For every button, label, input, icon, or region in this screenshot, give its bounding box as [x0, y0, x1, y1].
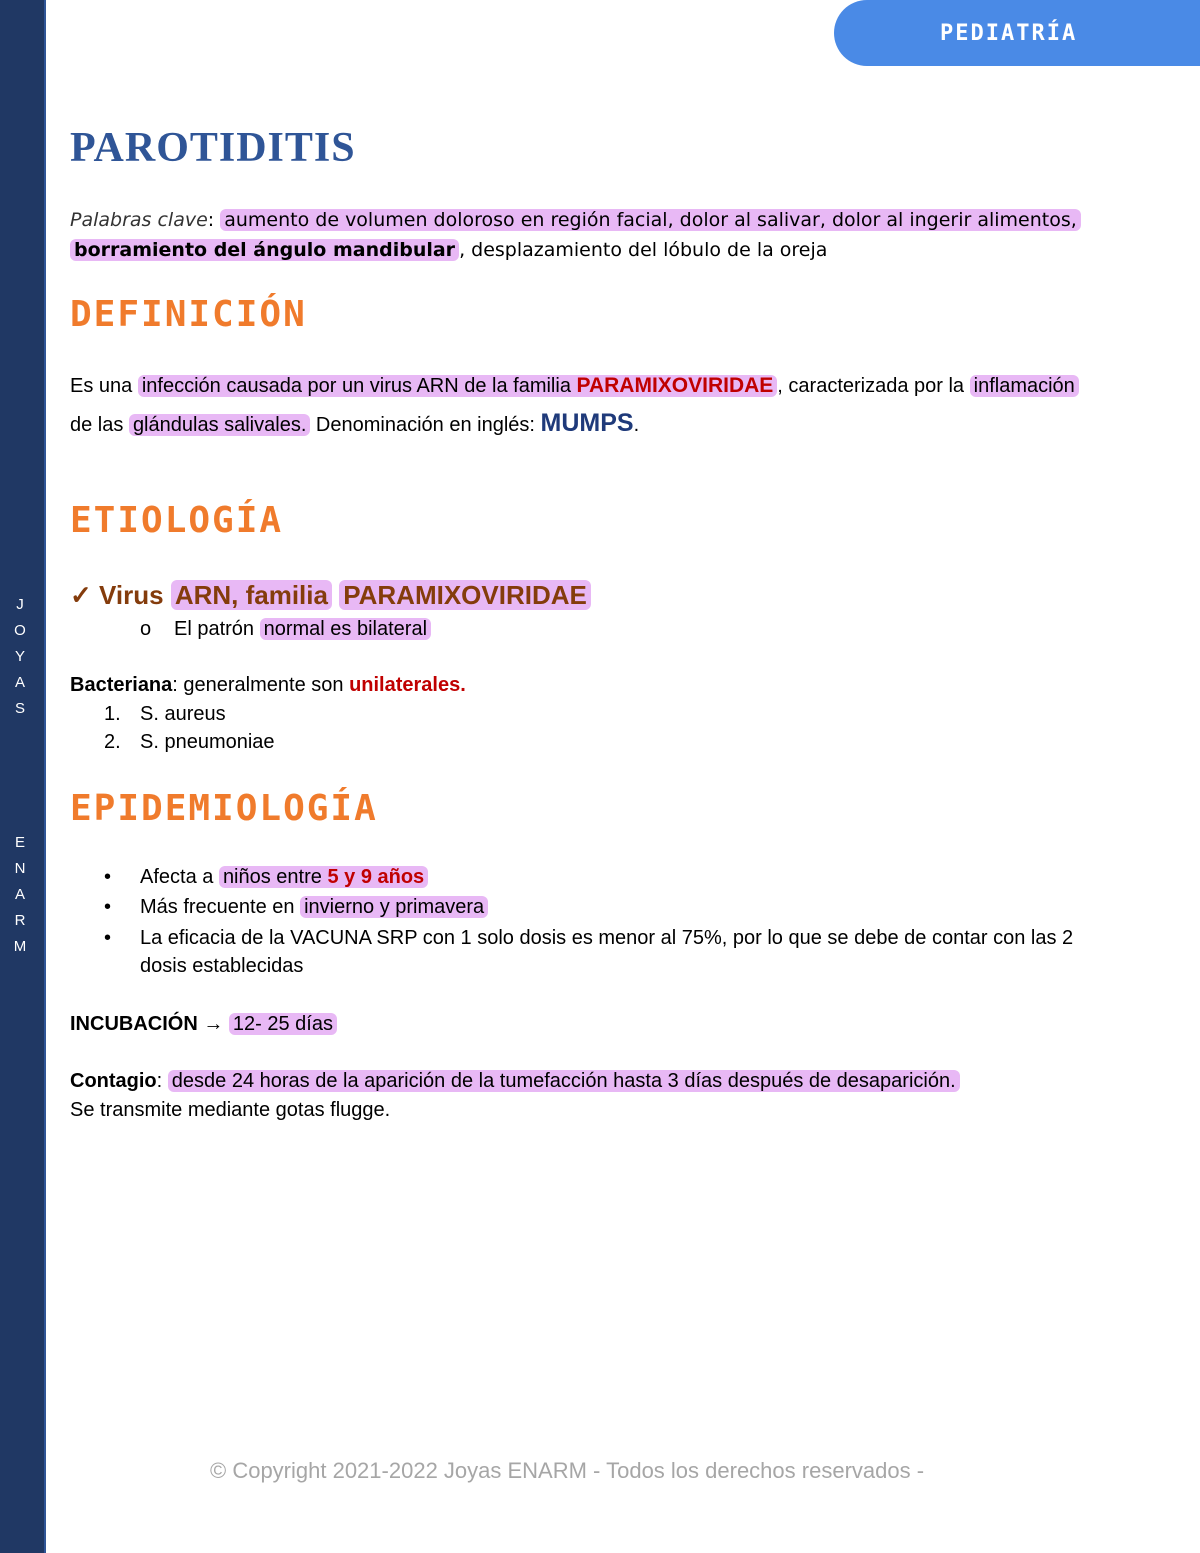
side-letter: A	[14, 886, 25, 903]
keywords-line-2	[70, 235, 827, 265]
contagio-line	[70, 1066, 960, 1096]
text: Más frecuente en	[140, 896, 301, 918]
etiology-highlight: ARN, familia	[171, 580, 332, 610]
subject-tag-label: PEDIATRÍA	[940, 20, 1078, 46]
keywords-label: Palabras clave	[70, 209, 208, 231]
side-letter: R	[14, 912, 26, 929]
text: Virus	[99, 580, 171, 610]
bacteriana-label: Bacteriana	[70, 674, 173, 696]
keywords-highlight: borramiento del ángulo mandibular	[70, 239, 459, 261]
english-name: MUMPS	[540, 409, 634, 437]
text: niños entre	[222, 866, 328, 888]
definicion-highlight: glándulas salivales.	[129, 414, 310, 436]
side-label-enarm	[0, 830, 40, 960]
bullet-icon: •	[104, 896, 112, 918]
bullet-icon: •	[104, 866, 112, 888]
keywords-colon: :	[207, 209, 215, 231]
side-letter: E	[14, 834, 25, 851]
text: : generalmente son	[172, 674, 350, 696]
list-number: 1.	[104, 703, 121, 725]
virus-line	[70, 578, 591, 612]
list-text: S. pneumoniae	[140, 731, 275, 753]
bullet-item	[104, 862, 428, 892]
side-letter: N	[14, 860, 26, 877]
etiology-highlight: PARAMIXOVIRIDAE	[339, 580, 591, 610]
side-band	[0, 0, 46, 1553]
keywords-highlight: aumento de volumen doloroso en región facial, dolor al salivar, dolor al ingerir alimentos,	[220, 209, 1081, 231]
definicion-highlight	[138, 375, 777, 397]
text: El patrón	[174, 618, 260, 640]
section-heading-definicion: DEFINICIÓN	[70, 294, 307, 335]
incubacion-line	[70, 1009, 337, 1039]
list-text: S. aureus	[140, 703, 226, 725]
side-letter: A	[14, 674, 25, 691]
definicion-highlight: inflamación	[970, 375, 1079, 397]
epi-highlight	[219, 866, 428, 888]
list-item	[104, 727, 275, 757]
sub-bullet-line	[140, 614, 431, 644]
keywords-rest: , desplazamiento del lóbulo de la oreja	[459, 239, 828, 261]
text: Afecta a	[140, 866, 219, 888]
bacteriana-line	[70, 670, 466, 700]
contagio-highlight: desde 24 horas de la aparición de la tumefacción hasta 3 días después de desaparición.	[168, 1070, 960, 1092]
subject-tag	[834, 0, 1200, 66]
text: .	[633, 414, 640, 436]
etiology-highlight: normal es bilateral	[260, 618, 431, 640]
text: Es una	[70, 375, 138, 397]
text: Denominación en inglés:	[310, 414, 541, 436]
transmite-line: Se transmite mediante gotas flugge.	[70, 1099, 391, 1121]
list-item	[104, 699, 226, 729]
circle-bullet-icon: o	[140, 618, 152, 640]
section-heading-etiologia: ETIOLOGÍA	[70, 500, 284, 541]
epi-highlight: invierno y primavera	[300, 896, 488, 918]
contagio-label: Contagio	[70, 1070, 157, 1092]
text: La eficacia de la VACUNA SRP con 1 solo dosis es menor al 75%, por lo que se debe de contar con las 2	[140, 927, 1074, 949]
bullet-continuation: dosis establecidas	[140, 955, 304, 977]
side-letter: M	[13, 938, 27, 955]
copyright-text: © Copyright 2021-2022 Joyas ENARM - Todos los derechos reservados -	[210, 1458, 925, 1483]
page-title: PAROTIDITIS	[70, 125, 356, 171]
side-letter: J	[16, 596, 24, 613]
text: , caracterizada por la	[777, 375, 970, 397]
family-name: PARAMIXOVIRIDAE	[576, 374, 774, 397]
side-label-joyas	[0, 592, 40, 722]
unilateral-text: unilaterales.	[349, 674, 466, 696]
check-icon: ✓	[70, 580, 92, 610]
text: infección causada por un virus ARN de la familia	[141, 375, 577, 397]
definicion-line-2	[70, 408, 639, 440]
side-letter: S	[14, 700, 25, 717]
list-number: 2.	[104, 731, 121, 753]
incubacion-highlight: 12- 25 días	[229, 1013, 337, 1035]
bullet-item	[104, 923, 1073, 953]
bullet-icon: •	[104, 927, 112, 949]
bullet-item	[104, 892, 488, 922]
section-heading-epidemiologia: EPIDEMIOLOGÍA	[70, 788, 378, 829]
keywords-line-1	[70, 205, 1081, 235]
age-range: 5 y 9 años	[327, 866, 425, 888]
text: :	[156, 1070, 168, 1092]
side-letter: O	[14, 622, 26, 639]
definicion-line-1	[70, 371, 1079, 401]
text: de las	[70, 414, 129, 436]
side-letter: Y	[14, 648, 25, 665]
incubacion-label: INCUBACIÓN →	[70, 1013, 224, 1035]
